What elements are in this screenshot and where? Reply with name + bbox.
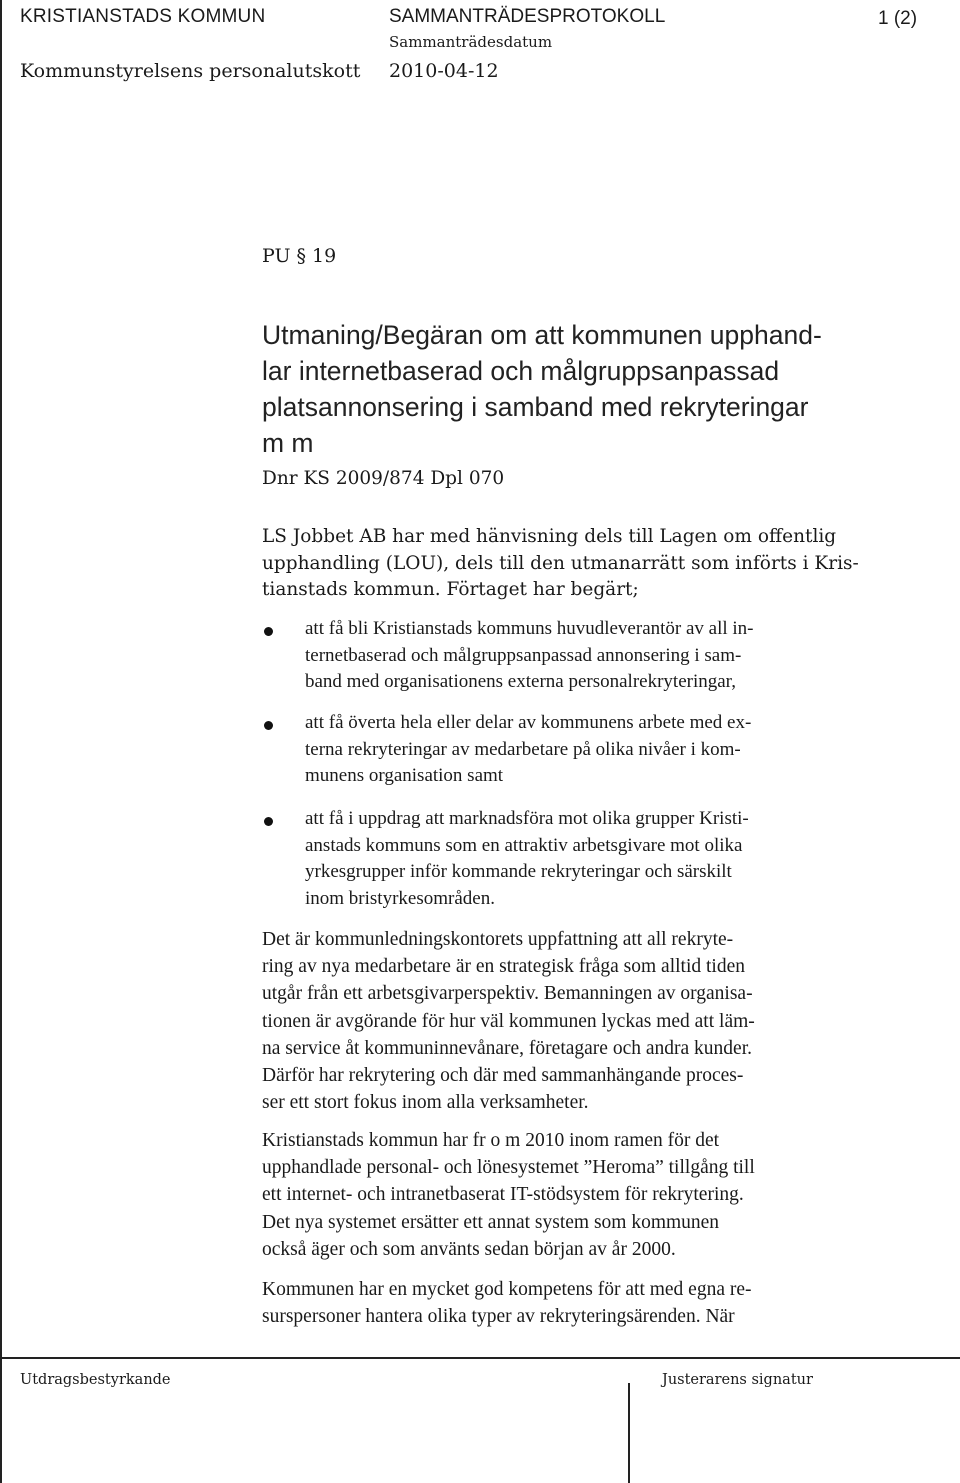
case-number: Dnr KS 2009/874 Dpl 070 [262, 468, 505, 489]
committee-name: Kommunstyrelsens personalutskott [20, 60, 361, 82]
text-line: utgår från ett arbetsgivarperspektiv. Bemanningen av organisa- [262, 983, 753, 1005]
text-line: ser ett stort fokus inom alla verksamheter. [262, 1092, 589, 1114]
meeting-date-label: Sammanträdesdatum [389, 33, 553, 51]
text-line: band med organisationens externa personalrekryteringar, [305, 671, 736, 692]
text-line: Kristianstads kommun har fr o m 2010 inom ramen för det [262, 1130, 720, 1151]
title-line: m m [262, 428, 314, 458]
page-number: 1 (2) [878, 8, 918, 29]
bullet-icon [264, 817, 273, 826]
bullet-icon [264, 627, 273, 636]
bullet-text [305, 806, 749, 912]
text-line: LS Jobbet AB har med hänvisning dels till Lagen om offentlig [262, 526, 837, 547]
bullet-text [305, 616, 754, 696]
title-line: platsannonsering i samband med rekryteringar [262, 392, 809, 422]
footer-rule [0, 1357, 960, 1359]
title-line: lar internetbaserad och målgruppsanpassad [262, 356, 780, 386]
text-line: upphandling (LOU), dels till den utmanarrätt som införts i Kris- [262, 552, 859, 574]
text-line: munens organisation samt [305, 765, 504, 786]
text-line: Kommunen har en mycket god kompetens för att med egna re- [262, 1279, 752, 1300]
text-line: tianstads kommun. Förtaget har begärt; [262, 579, 639, 600]
text-line: att få bli Kristianstads kommuns huvudleverantör av all in- [305, 618, 754, 639]
municipality-name: KRISTIANSTADS KOMMUN [20, 6, 266, 27]
text-line: anstads kommuns som en attraktiv arbetsgivare mot olika [305, 834, 743, 856]
text-line: Det är kommunledningskontorets uppfattning att all rekryte- [262, 929, 734, 950]
intro-paragraph [262, 524, 902, 604]
section-title [262, 317, 902, 461]
left-margin-rule [0, 0, 2, 1483]
text-line: inom bristyrkesområden. [305, 887, 495, 909]
meeting-date: 2010-04-12 [389, 60, 499, 82]
text-line: Det nya systemet ersätter ett annat system som kommunen [262, 1211, 720, 1233]
certification-label: Utdragsbestyrkande [20, 1372, 171, 1388]
footer-divider [628, 1383, 630, 1483]
text-line: också äger och som använts sedan början av år 2000. [262, 1238, 676, 1260]
text-line: ring av nya medarbetare är en strategisk fråga som alltid tiden [262, 956, 745, 978]
text-line: ett internet- och intranetbaserat IT-stödsystem för rekrytering. [262, 1184, 744, 1206]
document-type: SAMMANTRÄDESPROTOKOLL [389, 6, 666, 27]
text-line: Därför har rekrytering och där med sammanhängande proces- [262, 1065, 744, 1087]
text-line: tionen är avgörande för hur väl kommunen lyckas med att läm- [262, 1010, 755, 1032]
bullet-icon [264, 721, 273, 730]
text-line: att få överta hela eller delar av kommunens arbete med ex- [305, 712, 752, 733]
title-line: Utmaning/Begäran om att kommunen upphand- [262, 320, 822, 350]
body-paragraph [262, 1276, 902, 1330]
text-line: yrkesgrupper inför kommande rekryteringar och särskilt [305, 861, 732, 882]
text-line: upphandlade personal- och lönesystemet ”Heroma” tillgång till [262, 1157, 755, 1179]
text-line: terna rekryteringar av medarbetare på olika nivåer i kom- [305, 738, 741, 760]
body-paragraph [262, 926, 902, 1116]
body-paragraph [262, 1127, 902, 1263]
bullet-text [305, 710, 751, 790]
text-line: ternetbaserad och målgruppsanpassad annonsering i sam- [305, 644, 742, 666]
text-line: surspersoner hantera olika typer av rekryteringsärenden. När [262, 1306, 735, 1328]
section-reference: PU § 19 [262, 245, 337, 267]
signature-label: Justerarens signatur [662, 1372, 813, 1388]
text-line: att få i uppdrag att marknadsföra mot olika grupper Kristi- [305, 808, 749, 829]
text-line: na service åt kommuninnevånare, företagare och andra kunder. [262, 1037, 752, 1059]
